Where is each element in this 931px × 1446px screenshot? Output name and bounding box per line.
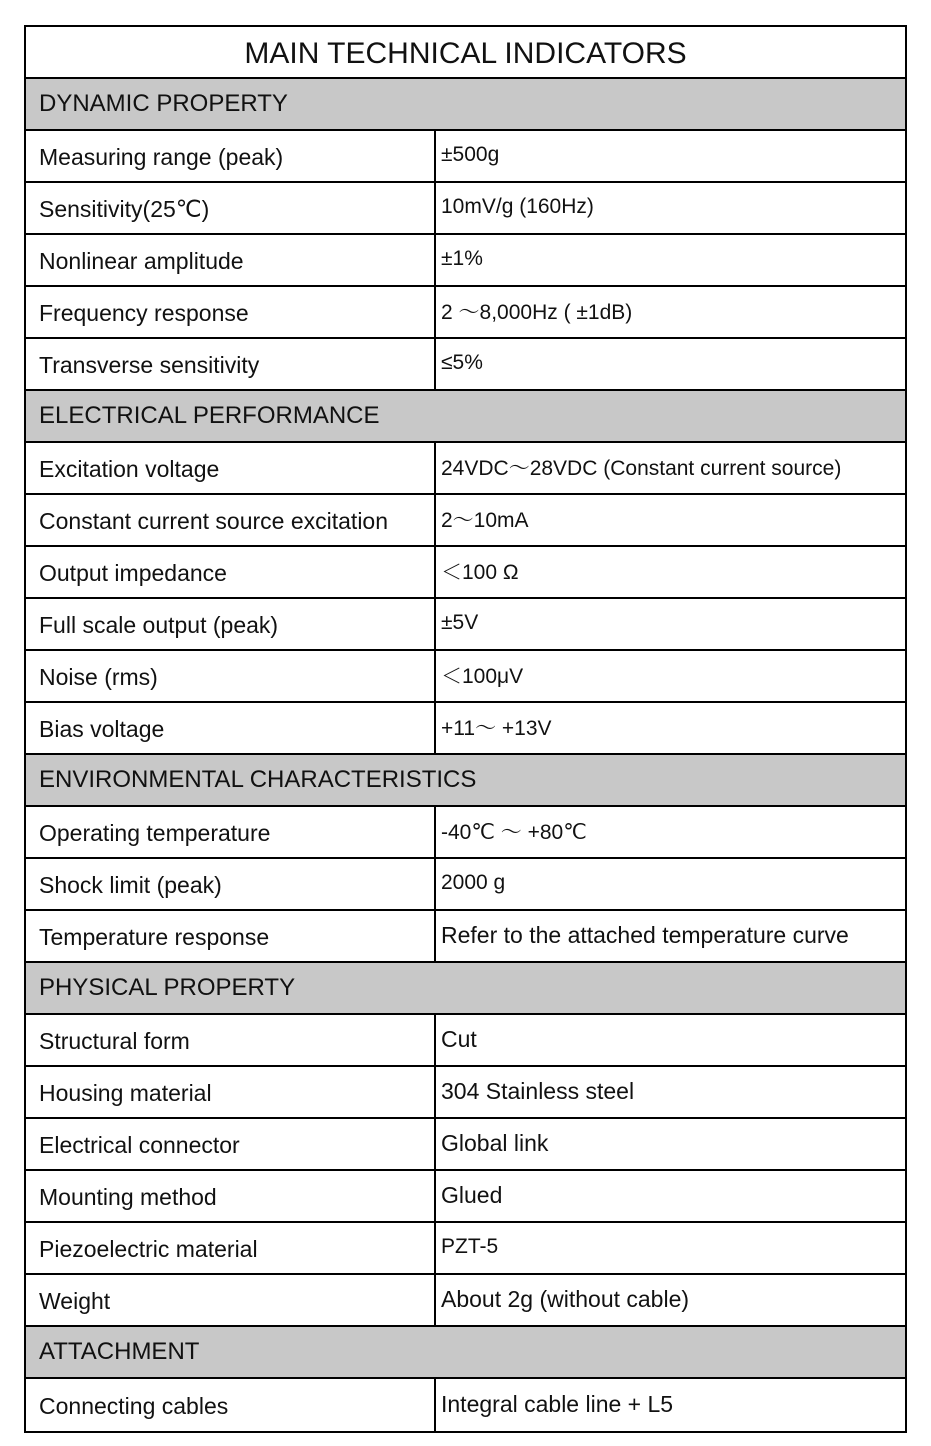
param-value: Refer to the attached temperature curve <box>441 921 849 948</box>
table-row <box>26 1171 905 1223</box>
technical-indicators-table <box>24 25 907 1433</box>
param-value: PZT-5 <box>441 1235 499 1258</box>
param-name: Bias voltage <box>26 703 436 753</box>
param-value: 10mV/g (160Hz) <box>441 195 594 218</box>
param-name: Operating temperature <box>26 807 436 857</box>
param-name: Output impedance <box>26 547 436 597</box>
param-name: Mounting method <box>26 1171 436 1221</box>
table-row <box>26 547 905 599</box>
table-row <box>26 443 905 495</box>
param-value: 2～10mA <box>441 509 529 532</box>
param-value: ≤5% <box>441 351 483 374</box>
param-value: ±1% <box>441 247 483 270</box>
table-row <box>26 1275 905 1327</box>
param-value: Glued <box>441 1181 503 1208</box>
table-row <box>26 131 905 183</box>
table-row <box>26 599 905 651</box>
table-row <box>26 651 905 703</box>
table-row <box>26 1379 905 1431</box>
param-value: Integral cable line + L5 <box>441 1390 674 1417</box>
section-header-electrical-performance: ELECTRICAL PERFORMANCE <box>26 391 905 443</box>
table-row <box>26 235 905 287</box>
param-name: Sensitivity(25℃) <box>26 183 436 233</box>
table-row <box>26 1015 905 1067</box>
table-row <box>26 495 905 547</box>
table-row <box>26 911 905 963</box>
param-name: Weight <box>26 1275 436 1325</box>
table-row <box>26 287 905 339</box>
param-name: Structural form <box>26 1015 436 1065</box>
param-name: Transverse sensitivity <box>26 339 436 389</box>
param-value: 2 ～8,000Hz ( ±1dB) <box>441 301 633 324</box>
param-name: Frequency response <box>26 287 436 337</box>
section-header-environmental-characteristics: ENVIRONMENTAL CHARACTERISTICS <box>26 755 905 807</box>
param-name: Excitation voltage <box>26 443 436 493</box>
table-row <box>26 859 905 911</box>
param-value: ±500g <box>441 143 500 166</box>
param-name: Full scale output (peak) <box>26 599 436 649</box>
section-header-dynamic-property: DYNAMIC PROPERTY <box>26 79 905 131</box>
param-name: Constant current source excitation <box>26 495 436 545</box>
param-name: Nonlinear amplitude <box>26 235 436 285</box>
param-name: Temperature response <box>26 911 436 961</box>
param-name: Housing material <box>26 1067 436 1117</box>
param-value: ＜100μV <box>441 665 524 688</box>
param-name: Noise (rms) <box>26 651 436 701</box>
table-row <box>26 1223 905 1275</box>
section-header-physical-property: PHYSICAL PROPERTY <box>26 963 905 1015</box>
param-value: +11～ +13V <box>441 717 552 740</box>
table-title: MAIN TECHNICAL INDICATORS <box>26 27 905 79</box>
param-value: ±5V <box>441 611 479 634</box>
param-name: Connecting cables <box>26 1379 436 1431</box>
param-value: Global link <box>441 1129 549 1156</box>
table-row <box>26 1067 905 1119</box>
param-value: ＜100 Ω <box>441 561 519 584</box>
param-name: Measuring range (peak) <box>26 131 436 181</box>
section-header-attachment: ATTACHMENT <box>26 1327 905 1379</box>
param-value: 24VDC～28VDC (Constant current source) <box>441 457 842 480</box>
table-row <box>26 339 905 391</box>
table-row <box>26 703 905 755</box>
param-value: 304 Stainless steel <box>441 1077 635 1104</box>
param-value: About 2g (without cable) <box>441 1285 690 1312</box>
param-value: Cut <box>441 1025 477 1052</box>
table-row <box>26 807 905 859</box>
param-name: Electrical connector <box>26 1119 436 1169</box>
param-value: -40℃ ～ +80℃ <box>441 821 587 844</box>
table-row <box>26 1119 905 1171</box>
param-name: Piezoelectric material <box>26 1223 436 1273</box>
param-name: Shock limit (peak) <box>26 859 436 909</box>
param-value: 2000 g <box>441 871 506 894</box>
table-row <box>26 183 905 235</box>
